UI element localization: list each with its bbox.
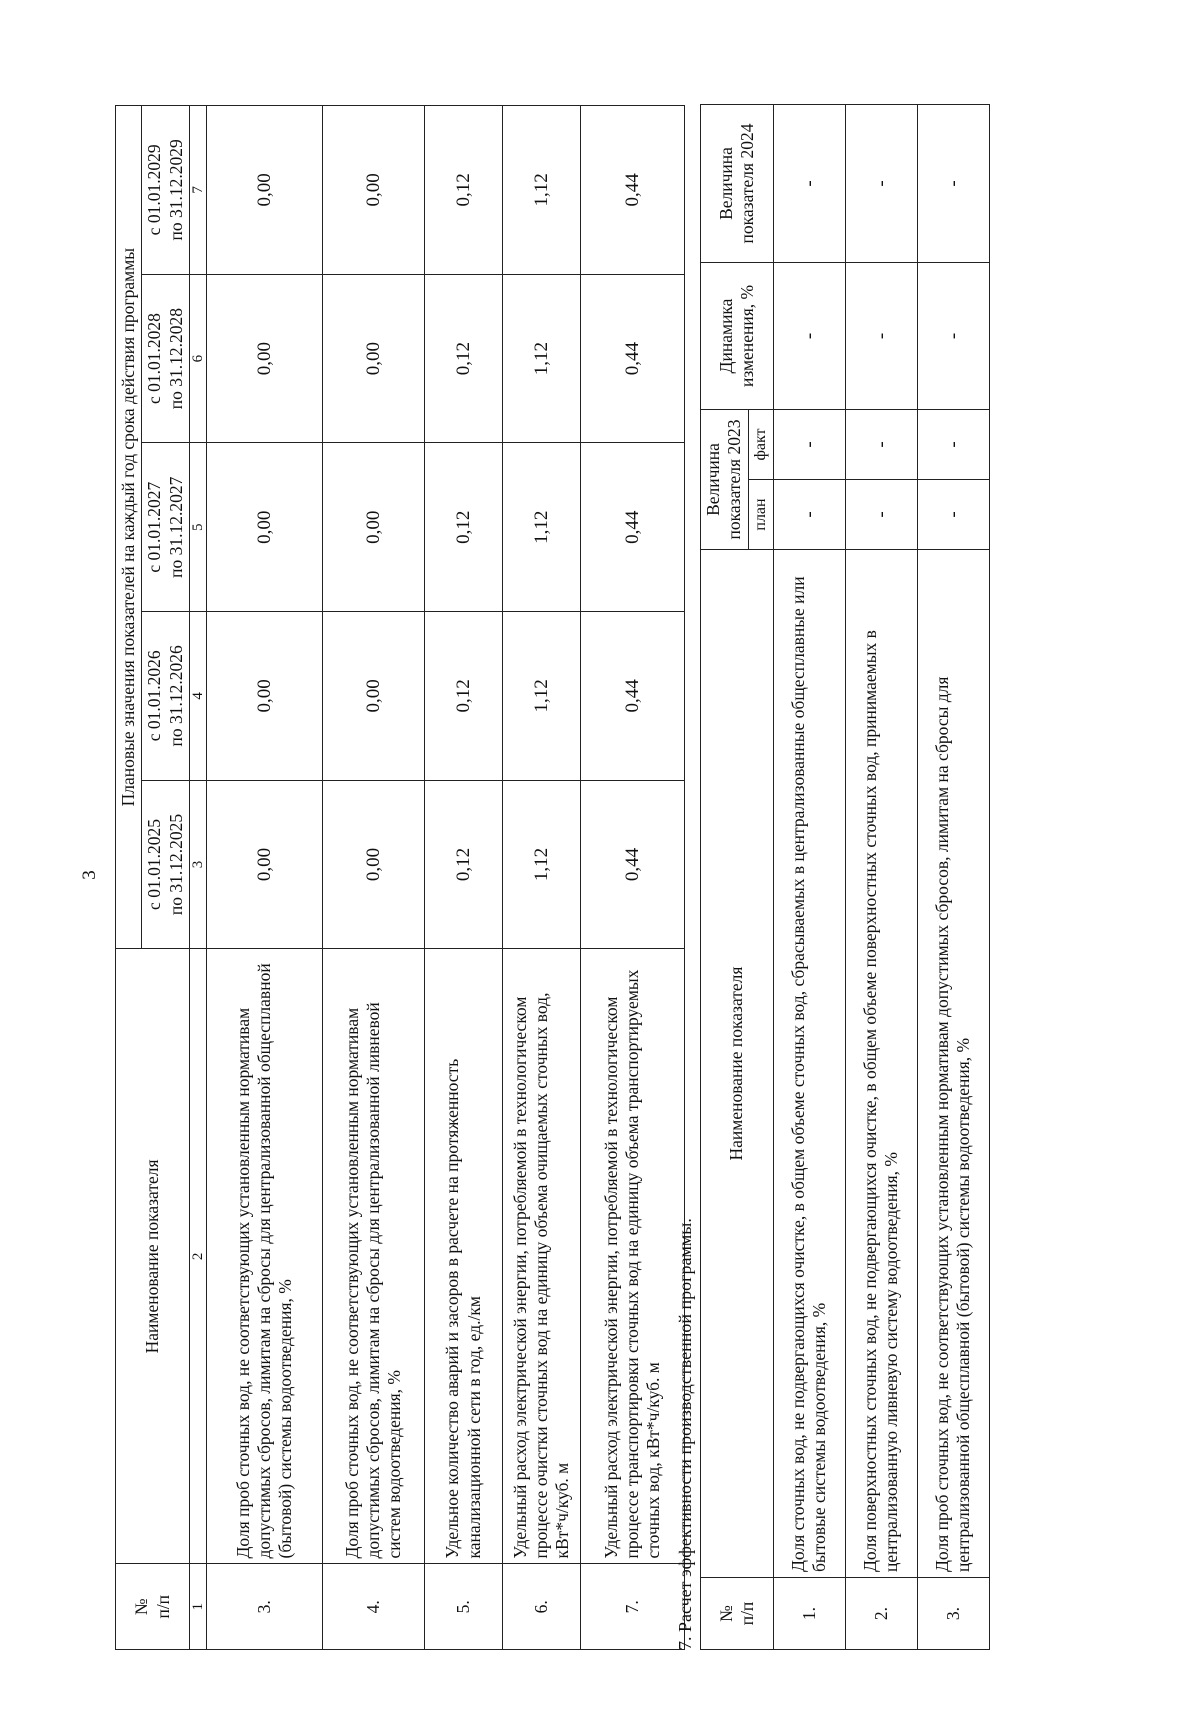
header-2023: Величина показателя 2023 <box>701 409 749 549</box>
row-dynamics: - <box>917 262 989 409</box>
row-value: 0,44 <box>581 443 685 612</box>
row-value: 0,00 <box>207 612 323 781</box>
row-value-2024: - <box>845 104 917 262</box>
row-name: Доля проб сточных вод, не соответствующих установленным нормативам допустимых сбросов, лимитам на сбросы для централизованной ливневой систем водоотведения, % <box>323 949 425 1564</box>
row-value: 1,12 <box>503 612 581 781</box>
row-value: 0,00 <box>323 780 425 949</box>
row-value: 0,12 <box>425 443 503 612</box>
column-index: 4 <box>190 612 207 781</box>
row-dynamics: - <box>845 262 917 409</box>
row-plan: - <box>773 480 845 550</box>
header-name: Наименование показателя <box>116 949 190 1564</box>
row-value: 0,00 <box>207 443 323 612</box>
table-row <box>917 104 989 1649</box>
column-index-row <box>190 106 207 1650</box>
row-number: 4. <box>323 1564 425 1650</box>
row-dynamics: - <box>773 262 845 409</box>
row-name: Доля поверхностных сточных вод, не подвергающихся очистке, в общем объеме поверхностных сточных вод, принимаемых в централизованную ливневую систему водоотведения, % <box>845 550 917 1578</box>
row-number: 5. <box>425 1564 503 1650</box>
row-value: 0,00 <box>207 106 323 275</box>
period-header: с 01.01.2027 по 31.12.2027 <box>142 443 190 612</box>
period-header: с 01.01.2025 по 31.12.2025 <box>142 780 190 949</box>
header-name: Наименование показателя <box>701 550 774 1578</box>
row-fact: - <box>917 409 989 479</box>
row-value: 0,12 <box>425 274 503 443</box>
section-caption: 7. Расчет эффективности производственной программы. <box>675 1218 695 1650</box>
row-value: 0,00 <box>323 612 425 781</box>
row-value: 0,00 <box>323 274 425 443</box>
row-name: Удельное количество аварий и засоров в расчете на протяженность канализационной сети в год, ед./км <box>425 949 503 1564</box>
table-row <box>773 104 845 1649</box>
table-row <box>425 106 503 1650</box>
row-value: 0,44 <box>581 612 685 781</box>
row-number: 3. <box>207 1564 323 1650</box>
row-value: 1,12 <box>503 443 581 612</box>
header-plan: Плановые значения показателей на каждый год срока действия программы <box>116 106 142 949</box>
header-2024: Величина показателя 2024 <box>701 104 774 262</box>
row-value: 0,12 <box>425 612 503 781</box>
header-dynamics: Динамика изменения, % <box>701 262 774 409</box>
row-value: 0,12 <box>425 780 503 949</box>
row-value: 1,12 <box>503 274 581 443</box>
table-row <box>845 104 917 1649</box>
row-number: 2. <box>845 1578 917 1650</box>
row-name: Доля сточных вод, не подвергающихся очистке, в общем объеме сточных вод, сбрасываемых в централизованные общесплавные или бытовые системы водоотведения, % <box>773 550 845 1578</box>
period-header: с 01.01.2026 по 31.12.2026 <box>142 612 190 781</box>
rotated-page-content <box>115 110 1055 1650</box>
row-value: 0,00 <box>323 443 425 612</box>
sub-header-plan: план <box>748 480 773 550</box>
row-name: Удельный расход электрической энергии, потребляемой в технологическом процессе транспортировки сточных вод на единицу объема транспортируемых сточных вод, кВт*ч/куб. м <box>581 949 685 1564</box>
table-row <box>323 106 425 1650</box>
row-fact: - <box>773 409 845 479</box>
row-value-2024: - <box>773 104 845 262</box>
row-value: 0,00 <box>207 274 323 443</box>
row-plan: - <box>845 480 917 550</box>
row-fact: - <box>845 409 917 479</box>
row-number: 7. <box>581 1564 685 1650</box>
row-value: 1,12 <box>503 780 581 949</box>
row-number: 3. <box>917 1578 989 1650</box>
column-index: 2 <box>190 949 207 1564</box>
row-name: Удельный расход электрической энергии, потребляемой в технологическом процессе очистки сточных вод на единицу объема очищаемых сточных вод, кВт*ч/куб. м <box>503 949 581 1564</box>
row-value: 0,44 <box>581 780 685 949</box>
column-index: 1 <box>190 1564 207 1650</box>
row-value: 0,00 <box>323 106 425 275</box>
period-header: с 01.01.2028 по 31.12.2028 <box>142 274 190 443</box>
row-name: Доля проб сточных вод, не соответствующих установленным нормативам допустимых сбросов, лимитам на сбросы для централизованной общесплавной (бытовой) системы водоотведения, % <box>207 949 323 1564</box>
row-value: 0,44 <box>581 106 685 275</box>
column-index: 7 <box>190 106 207 275</box>
row-value-2024: - <box>917 104 989 262</box>
table-row <box>503 106 581 1650</box>
period-header: с 01.01.2029 по 31.12.2029 <box>142 106 190 275</box>
table-row <box>207 106 323 1650</box>
table-row <box>581 106 685 1650</box>
row-plan: - <box>917 480 989 550</box>
column-index: 6 <box>190 274 207 443</box>
header-num: № п/п <box>116 1564 190 1650</box>
row-value: 1,12 <box>503 106 581 275</box>
header-num: № п/п <box>701 1578 774 1650</box>
row-name: Доля проб сточных вод, не соответствующих установленным нормативам допустимых сбросов, лимитам на сбросы для централизованной общесплавной (бытовой) системы водоотведения, % <box>917 550 989 1578</box>
efficiency-table <box>700 104 990 1650</box>
row-value: 0,00 <box>207 780 323 949</box>
sub-header-fact: факт <box>748 409 773 479</box>
row-number: 6. <box>503 1564 581 1650</box>
row-number: 1. <box>773 1578 845 1650</box>
column-index: 5 <box>190 443 207 612</box>
column-index: 3 <box>190 780 207 949</box>
row-value: 0,44 <box>581 274 685 443</box>
page-number: 3 <box>79 870 100 880</box>
target-indicators-table <box>115 105 685 1650</box>
row-value: 0,12 <box>425 106 503 275</box>
